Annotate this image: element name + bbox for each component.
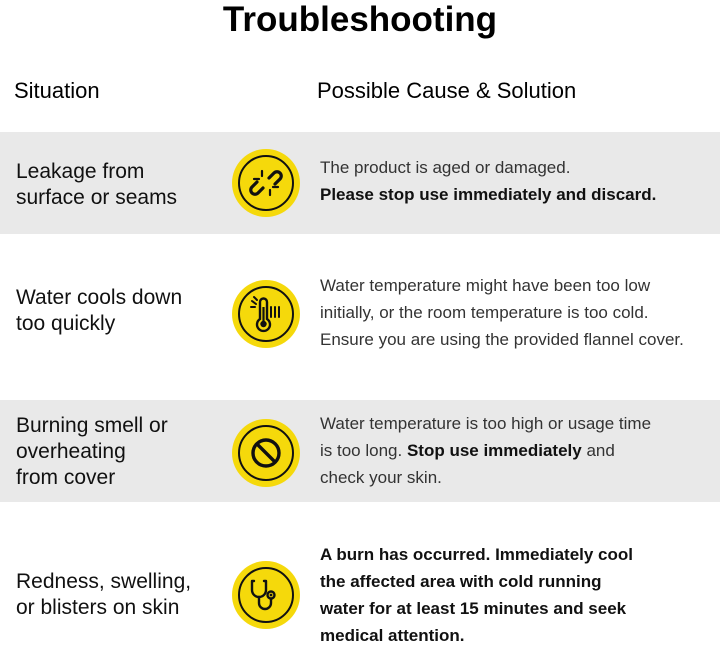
situation-column-header: Situation bbox=[14, 78, 100, 103]
situation-line: Leakage from bbox=[16, 160, 145, 183]
cause-text-segment: is too long. bbox=[320, 441, 407, 460]
cause-line: Ensure you are using the provided flannel cover. bbox=[320, 330, 684, 349]
cause-text bbox=[320, 154, 715, 208]
stethoscope-icon bbox=[232, 561, 300, 629]
cause-text-segment: and bbox=[581, 441, 615, 460]
cause-warning: Please stop use immediately and discard. bbox=[320, 185, 657, 204]
broken-link-icon bbox=[232, 149, 300, 217]
cause-warning: Stop use immediately bbox=[406, 441, 582, 460]
troubleshooting-row-leakage bbox=[0, 132, 720, 234]
situation-text bbox=[16, 569, 191, 621]
situation-line: Redness, swelling, bbox=[16, 570, 192, 593]
situation-line: surface or seams bbox=[16, 186, 178, 209]
cause-text bbox=[320, 272, 715, 353]
cause-line: medical attention. bbox=[320, 626, 465, 645]
situation-text bbox=[16, 285, 182, 337]
troubleshooting-row-cools bbox=[0, 236, 720, 390]
thermometer-cold-icon bbox=[232, 280, 300, 348]
troubleshooting-row-burning bbox=[0, 400, 720, 502]
situation-line: Burning smell or bbox=[16, 414, 168, 437]
situation-line: too quickly bbox=[16, 312, 116, 335]
situation-line: Water cools down bbox=[16, 286, 183, 309]
cause-line: A burn has occurred. Immediately cool bbox=[320, 545, 634, 564]
situation-line: from cover bbox=[16, 466, 116, 489]
cause-line: The product is aged or damaged. bbox=[320, 158, 571, 177]
cause-line: Water temperature might have been too low bbox=[320, 276, 651, 295]
cause-line: Water temperature is too high or usage time bbox=[320, 414, 652, 433]
cause-text bbox=[320, 410, 715, 491]
troubleshooting-row-redness bbox=[0, 502, 720, 645]
cause-column-header: Possible Cause & Solution bbox=[317, 78, 577, 103]
cause-line: the affected area with cold running bbox=[320, 572, 602, 591]
prohibited-icon bbox=[232, 419, 300, 487]
cause-line: check your skin. bbox=[320, 468, 442, 487]
page-title: Troubleshooting bbox=[222, 0, 498, 39]
situation-text bbox=[16, 413, 168, 491]
situation-text bbox=[16, 159, 177, 211]
situation-line: overheating bbox=[16, 440, 126, 463]
cause-line: water for at least 15 minutes and seek bbox=[320, 599, 627, 618]
cause-text bbox=[320, 541, 715, 649]
cause-line-mixed bbox=[320, 437, 715, 464]
cause-line: initially, or the room temperature is too cold. bbox=[320, 303, 649, 322]
situation-line: or blisters on skin bbox=[16, 596, 180, 619]
